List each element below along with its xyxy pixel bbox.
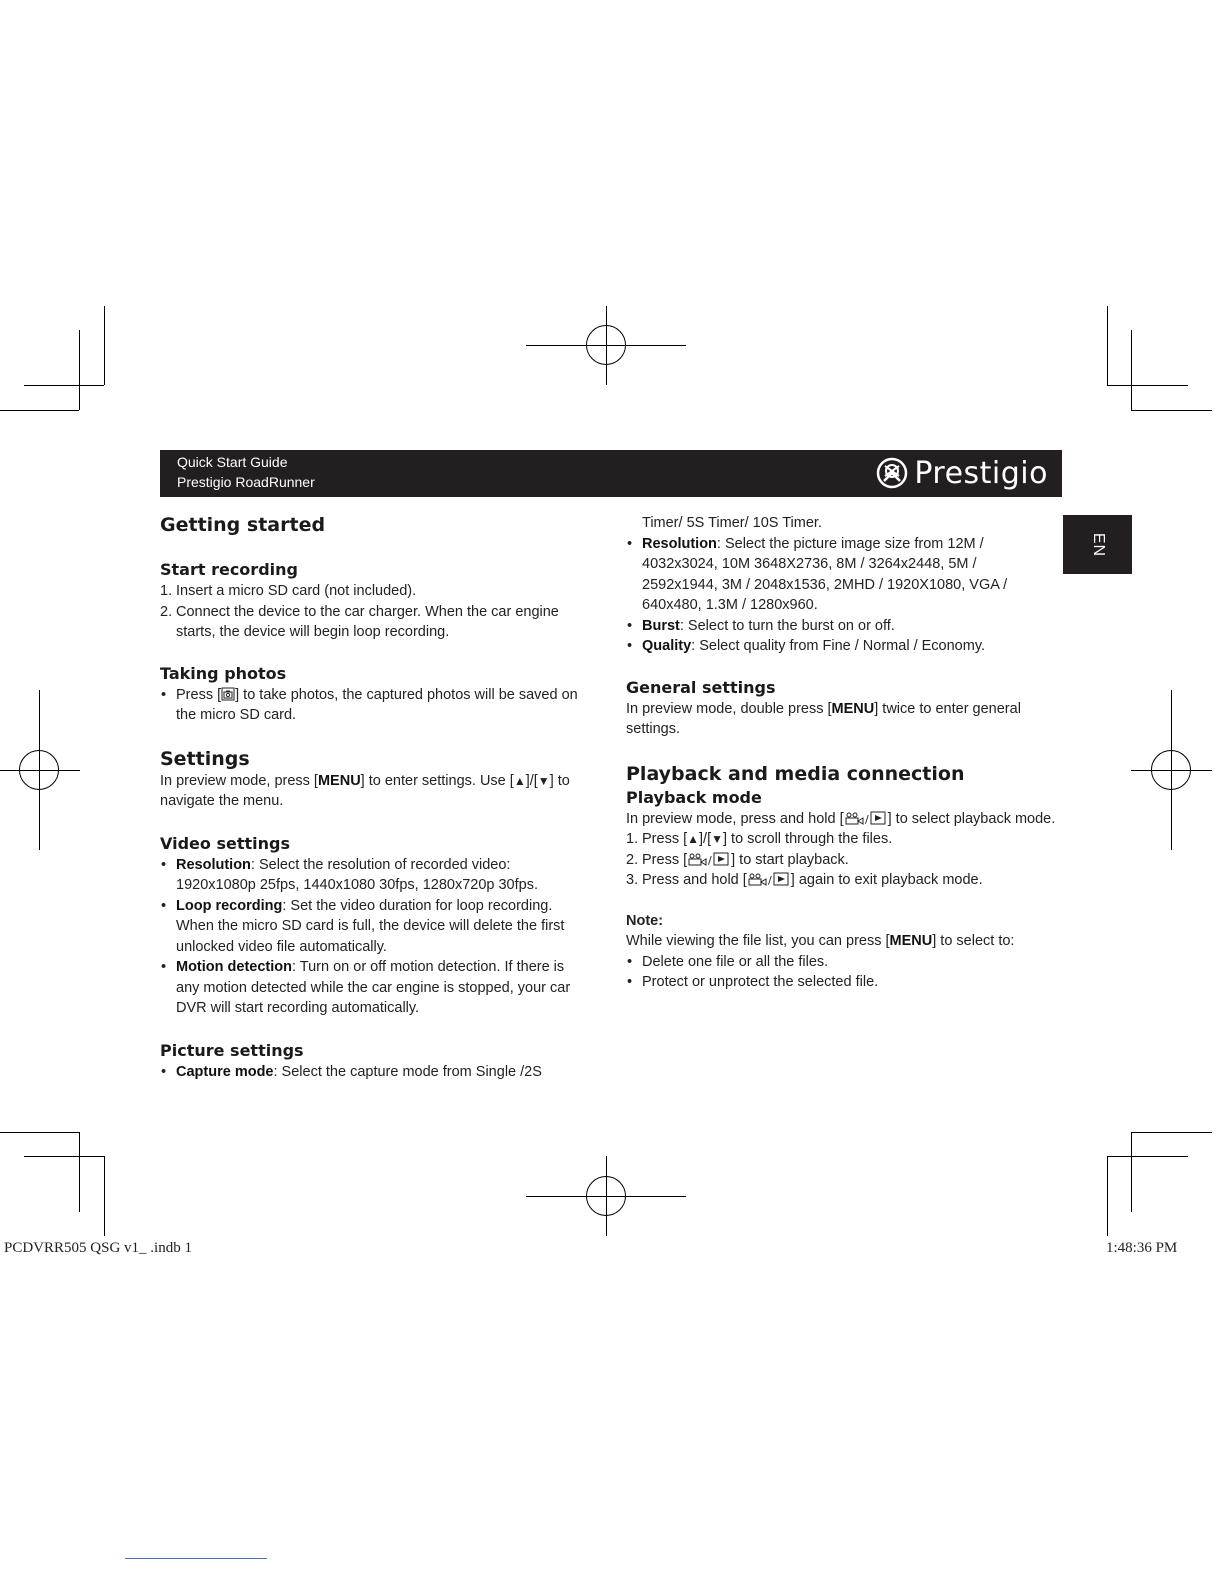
subsection-heading: Video settings bbox=[160, 833, 290, 853]
paragraph: Timer/ 5S Timer/ 10S Timer. bbox=[642, 515, 822, 531]
crop-mark bbox=[24, 1156, 104, 1157]
note-title: Note: bbox=[626, 912, 664, 929]
crop-mark bbox=[1131, 1132, 1132, 1212]
crop-mark bbox=[1107, 1156, 1188, 1157]
crop-mark bbox=[0, 410, 79, 411]
prestigio-emblem-icon bbox=[876, 457, 908, 489]
crop-mark bbox=[104, 1156, 105, 1236]
subsection-heading: Start recording bbox=[160, 560, 298, 579]
crop-mark bbox=[1131, 410, 1212, 411]
numbered-step: 1. Insert a micro SD card (not included). bbox=[160, 583, 417, 599]
numbered-step: 2. Press [ / ] to start playback. bbox=[626, 851, 849, 868]
crop-mark bbox=[1107, 1156, 1108, 1236]
brand-wordmark: Prestigio bbox=[914, 455, 1048, 491]
crop-mark bbox=[1131, 330, 1132, 410]
bullet-item: • Loop recording: Set the video duration for loop recording. When the micro SD card is full, the device will delete the first unlocked video file automatically. bbox=[160, 896, 590, 958]
crop-mark bbox=[0, 1132, 79, 1133]
video-playback-icon bbox=[747, 872, 791, 886]
crop-mark bbox=[79, 330, 80, 410]
video-playback-icon bbox=[844, 811, 888, 825]
header-bar bbox=[160, 450, 1062, 497]
file-slug: PCDVRR505 QSG v1_ .indb 1 bbox=[4, 1240, 192, 1256]
section-heading: Settings bbox=[160, 747, 250, 770]
subsection-heading: Picture settings bbox=[160, 1040, 304, 1060]
bullet-item: • Motion detection: Turn on or off motion detection. If there is any motion detected while the car engine is stopped, your car DVR will start recording automatically. bbox=[160, 957, 590, 1019]
bullet-item: • Protect or unprotect the selected file. bbox=[626, 972, 1056, 993]
timestamp: 1:48:36 PM bbox=[1106, 1240, 1178, 1256]
up-arrow-icon: ▲ bbox=[687, 832, 700, 846]
bullet-item: • Press [ ] to take photos, the captured photos will be saved on the micro SD card. bbox=[160, 685, 590, 726]
bullet-item: • Capture mode: Select the capture mode from Single /2S bbox=[160, 1062, 590, 1083]
left-column bbox=[160, 513, 590, 1082]
down-arrow-icon: ▼ bbox=[711, 832, 723, 846]
paragraph: In preview mode, double press [MENU] twice to enter general settings. bbox=[626, 700, 1021, 737]
language-tab bbox=[1063, 515, 1132, 574]
underline-rule bbox=[125, 1558, 267, 1559]
down-arrow-icon: ▼ bbox=[537, 773, 550, 788]
subsection-heading: Playback mode bbox=[626, 787, 762, 807]
guide-title: Quick Start Guide bbox=[177, 454, 288, 470]
crop-mark bbox=[1131, 1132, 1212, 1133]
bullet-item: • Resolution: Select the resolution of recorded video: 1920x1080p 25fps, 1440x1080 30fps, 1280x720p 30fps. bbox=[160, 855, 590, 896]
subsection-heading: Taking photos bbox=[160, 663, 287, 683]
bullet-item: • Quality: Select quality from Fine / Normal / Economy. bbox=[626, 636, 1056, 657]
svg-text:/: / bbox=[708, 853, 712, 866]
section-heading: Getting started bbox=[160, 514, 326, 536]
bullet-item: • Delete one file or all the files. bbox=[626, 952, 1056, 973]
registration-circle bbox=[586, 325, 626, 365]
svg-text:/: / bbox=[864, 812, 869, 825]
paragraph: While viewing the file list, you can press [MENU] to select to: bbox=[626, 933, 1015, 949]
product-name: Prestigio RoadRunner bbox=[177, 474, 315, 490]
language-label: EN bbox=[1089, 532, 1107, 557]
bullet-item: • Burst: Select to turn the burst on or off. bbox=[626, 616, 1056, 637]
camera-icon bbox=[221, 687, 235, 701]
right-column bbox=[626, 513, 1056, 993]
registration-circle bbox=[1151, 750, 1191, 790]
registration-circle bbox=[586, 1176, 626, 1216]
video-playback-icon bbox=[687, 852, 731, 866]
numbered-step: 1. Press [▲]/[▼] to scroll through the files. bbox=[626, 831, 893, 847]
bullet-item: • Resolution: Select the picture image size from 12M / 4032x3024, 10M 3648X2736, 8M / 3264x2448, 5M / 2592x1944, 3M / 2048x1536, 2MHD / 1920X1080, VGA / 640x480, 1.3M / 1280x960. bbox=[626, 534, 1056, 616]
crop-mark bbox=[24, 385, 104, 386]
brand-logo bbox=[876, 455, 1048, 491]
numbered-step: 2. Connect the device to the car charger. When the car engine starts, the device will begin loop recording. bbox=[160, 603, 559, 640]
crop-mark bbox=[79, 1132, 80, 1212]
numbered-step: 3. Press and hold [ / ] again to exit playback mode. bbox=[626, 872, 983, 888]
registration-circle bbox=[19, 750, 59, 790]
up-arrow-icon: ▲ bbox=[513, 773, 526, 788]
paragraph: In preview mode, press and hold [ / ] to select playback mode. bbox=[626, 810, 1056, 827]
crop-mark bbox=[1107, 306, 1108, 385]
subsection-heading: General settings bbox=[626, 677, 776, 697]
crop-mark bbox=[1107, 385, 1188, 386]
crop-mark bbox=[104, 306, 105, 385]
paragraph: In preview mode, press [MENU] to enter settings. Use [▲]/[▼] to navigate the menu. bbox=[160, 772, 570, 809]
svg-text:/: / bbox=[767, 874, 772, 886]
section-heading: Playback and media connection bbox=[626, 762, 965, 785]
